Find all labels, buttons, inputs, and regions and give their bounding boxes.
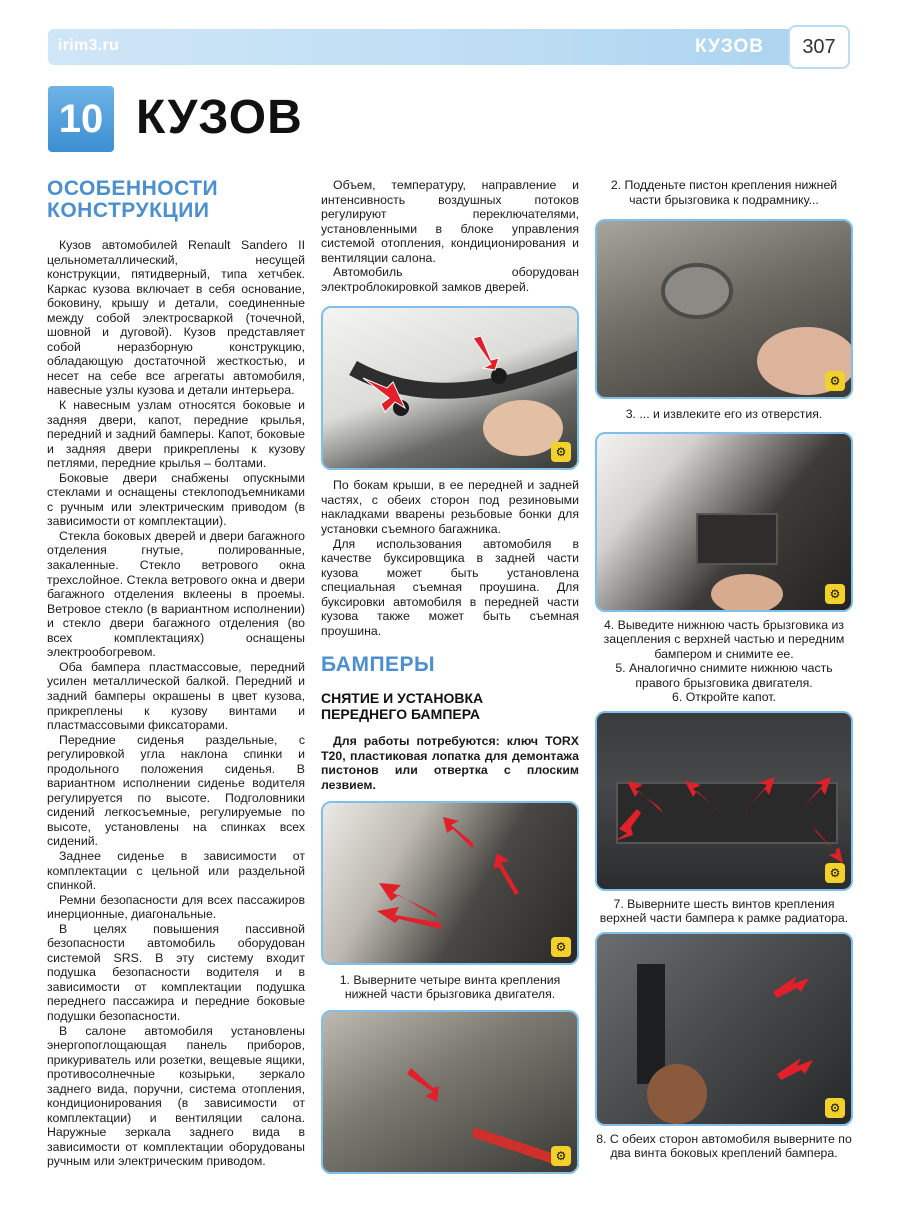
paragraph: По бокам крыши, в ее передней и задней частях, с обеих сторон под резиновыми накладками вварены резьбовые бонки для установки съемного багажника. [321, 478, 579, 537]
procedure-badge-icon: ⚙ [825, 863, 845, 883]
photo-step-2 [595, 219, 853, 399]
procedure-badge-icon: ⚙ [825, 1098, 845, 1118]
paragraph: Стекла боковых дверей и двери багажного отделения гнутые, полированные, закаленные. Стекло ветрового окна трехслойное. Стекла ветрового окна и двери багажного отделения вклеены в проемы. Ветровое стекло (в вариантном исполнении) и стекло двери багажного отделения (во всех комплектациях) оснащены электрообогревом. [47, 528, 305, 660]
section-heading-bumpers: БАМПЕРЫ [321, 653, 436, 677]
paragraph: В салоне автомобиля установлены энергопоглощающая панель приборов, прикуриватель или розетки, вещевые ящики, противосолнечные козырьки, зеркало заднего вида, поручни, система отопления, кондиционирования (в зависимости от комплектации) и вентиляции салона. Наружные зеркала заднего вида в зависимости от комплектации оборудованы ручным или электрическим приводом. [47, 1023, 305, 1169]
site-name[interactable]: irim3.ru [58, 37, 120, 54]
caption-step-7: 7. Выверните шесть винтов крепления верхней части бампера к рамке радиатора. [599, 896, 849, 925]
paragraph: Автомобиль оборудован электроблокировкой замков дверей. [321, 265, 579, 294]
column-middle [321, 178, 579, 1174]
paragraph: Заднее сиденье в зависимости от комплектации с цельной или раздельной спинкой. [47, 848, 305, 893]
photo-step-8 [595, 932, 853, 1126]
photo-step-1 [321, 801, 579, 965]
caption-step-2: 2. Подденьте пистон крепления нижней части брызговика к подрамнику... [610, 178, 838, 207]
procedure-badge-icon: ⚙ [825, 371, 845, 391]
arrows-overlay [597, 221, 853, 399]
arrows-overlay [597, 713, 853, 891]
subsection-heading-line1: СНЯТИЕ И УСТАНОВКА [321, 690, 484, 707]
caption-step-1: 1. Выверните четыре винта крепления нижней части брызговика двигателя. [339, 972, 561, 1002]
caption-step-3: 3. ... и извлеките его из отверстия. [625, 407, 823, 421]
paragraph: Оба бампера пластмассовые, передний усилен металлической балкой. Передний и задний бамперы окрашены в цвет кузова, прикреплены к кузову винтами и пластмассовыми фиксаторами. [47, 659, 305, 733]
paragraph: Кузов автомобилей Renault Sandero II цельнометаллический, несущей конструкции, пятидверный, типа хетчбек. Каркас кузова включает в себя основание, боковину, крышу и детали, соединенные между собой электросваркой (точечной, шовной и дуговой). Кузов представляет собой неразборную конструкцию, обладающую достаточной жесткостью, и несет на себе все агрегаты автомобиля, навесные узлы кузова и детали интерьера. [47, 238, 305, 398]
caption-step-6: 6. Откройте капот. [672, 690, 776, 704]
chapter-number: 10 [48, 86, 114, 152]
procedure-badge-icon: ⚙ [551, 937, 571, 957]
paragraph: Для использования автомобиля в качестве буксировщика в задней части кузова может быть установлена специальная съемная проушина. Для буксировки автомобиля в передней части кузова также может быть съемная проушина. [321, 536, 579, 638]
caption-step-4: 4. Выведите нижнюю часть брызговика из зацепления с верхней частью и передним бампером и снимите ее. [603, 617, 845, 661]
paragraph: Боковые двери снабжены опускными стеклами и оснащены стеклоподъемниками с ручным или электрическим приводом (в зависимости от комплектации). [47, 470, 305, 529]
procedure-badge-icon: ⚙ [551, 1146, 571, 1166]
arrows-overlay [323, 1012, 579, 1174]
arrows-overlay [597, 434, 853, 612]
arrows-overlay [597, 934, 853, 1126]
procedure-badge-icon: ⚙ [825, 584, 845, 604]
paragraph: Объем, температуру, направление и интенсивность воздушных потоков регулируют переключателями, установленными в блоке управления системой отопления, кондиционирования и вентиляции салона. [321, 178, 579, 265]
photo-step-4 [595, 432, 853, 612]
procedure-badge-icon: ⚙ [551, 442, 571, 462]
arrows-overlay [323, 803, 579, 965]
arrows-overlay [323, 308, 579, 470]
subsection-heading-line2: ПЕРЕДНЕГО БАМПЕРА [321, 706, 480, 723]
column-right [595, 178, 853, 1161]
section-heading-line1: ОСОБЕННОСТИ [47, 177, 219, 200]
running-section-title: КУЗОВ [694, 36, 764, 57]
section-heading-line2: КОНСТРУКЦИИ [47, 199, 210, 222]
paragraph: Ремни безопасности для всех пассажиров инерционные, диагональные. [47, 892, 305, 922]
photo-step-2-wide [321, 1010, 579, 1174]
photo-step-7 [595, 711, 853, 891]
paragraph: К навесным узлам относятся боковые и задняя двери, капот, передние крылья, передний и задний бамперы. Капот, боковые и задняя двери прикреплены к кузову петлями, передние крылья – болтами. [47, 398, 305, 471]
caption-step-5: 5. Аналогично снимите нижнюю часть правого брызговика двигателя. [615, 661, 833, 690]
page-number: 307 [788, 25, 850, 69]
paragraph: В целях повышения пассивной безопасности автомобиль оборудован системой SRS. В эту систему входит подушка безопасности водителя и в зависимости от комплектации подушка переднего пассажира и передние боковые подушки безопасности. [47, 921, 305, 1023]
caption-step-8: 8. С обеих сторон автомобиля выверните по два винта боковых креплений бампера. [596, 1131, 852, 1160]
page-header [48, 29, 850, 65]
chapter-title: КУЗОВ [136, 91, 303, 144]
tools-required: Для работы потребуются: ключ TORX T20, пластиковая лопатка для демонтажа пистонов или отвертка с плоским лезвием. [321, 734, 579, 793]
paragraph: Передние сиденья раздельные, с регулировкой угла наклона спинки и продольного положения сиденья. В вариантном исполнении сиденье водителя регулируется по высоте. Подголовники сидений легкосъемные, регулируемые по высоте, установлены на спинках всех сидений. [47, 732, 305, 849]
photo-roof-bonks [321, 306, 579, 470]
column-left [47, 178, 305, 1169]
